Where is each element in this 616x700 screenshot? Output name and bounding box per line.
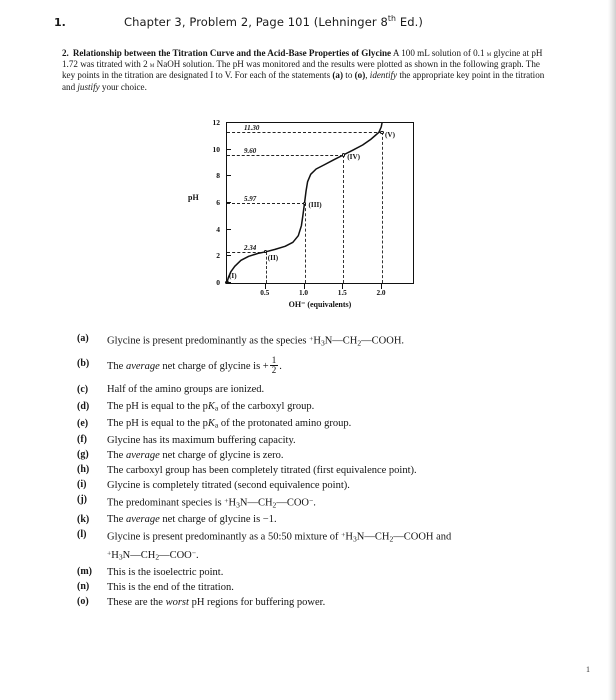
value-guideline-horizontal	[227, 132, 382, 133]
statement-text: Glycine has its maximum buffering capacity.	[107, 434, 296, 446]
problem-body-7: your choice.	[99, 81, 147, 92]
list-item	[76, 528, 576, 565]
key-point-marker	[303, 202, 306, 205]
problem-body-4: to	[343, 70, 355, 81]
y-tick-label: 6	[216, 198, 220, 207]
statement-letter: (a)	[77, 332, 89, 344]
problem-paragraph	[62, 48, 554, 93]
list-item	[76, 566, 576, 580]
statement-letter: (f)	[77, 434, 87, 446]
statement-letter: (h)	[77, 464, 90, 476]
problem-ref-a: (a)	[332, 70, 344, 81]
y-tick-mark	[226, 229, 231, 230]
statement-letter: (i)	[77, 479, 87, 491]
y-axis-label: pH	[188, 193, 199, 202]
statement-text: Half of the amino groups are ionized.	[107, 384, 265, 396]
list-item	[76, 383, 576, 397]
plot-area	[226, 122, 414, 284]
statement-text: The average net charge of glycine is zero.	[107, 449, 284, 461]
statement-letter: (g)	[77, 449, 89, 461]
list-item	[76, 494, 576, 512]
key-point-value-label: 5.97	[244, 195, 257, 204]
problem-italic-justify: justify	[77, 81, 100, 92]
list-item	[76, 464, 576, 478]
statement-text: The pH is equal to the $pK_a$ of the carboxyl group.	[107, 401, 315, 414]
problem-ref-o: (o)	[354, 70, 366, 81]
x-tick-label: 1.5	[337, 288, 347, 297]
page-header	[54, 14, 554, 29]
molar-unit-1: m	[486, 49, 492, 58]
y-tick-mark	[226, 122, 231, 123]
list-item	[76, 400, 576, 416]
value-guideline-vertical	[305, 203, 306, 283]
header-title-suffix: Ed.)	[396, 14, 423, 29]
x-axis-label: OH⁻ (equivalents)	[288, 300, 352, 309]
x-tick-mark	[304, 284, 305, 289]
value-guideline-horizontal	[227, 252, 266, 253]
statement-letter: (m)	[77, 566, 92, 578]
y-tick-mark	[226, 175, 231, 176]
statement-text: The pH is equal to the $pK_a$ of the protonated amino group.	[107, 418, 352, 430]
x-tick-mark	[265, 284, 266, 289]
y-tick-mark	[226, 202, 231, 203]
statement-text: These are the worst pH regions for buffering power.	[107, 596, 326, 608]
list-item	[76, 417, 576, 433]
y-tick-label: 8	[216, 171, 220, 181]
statement-text: This is the end of the titration.	[107, 581, 234, 593]
value-guideline-vertical	[343, 155, 344, 283]
problem-body-3: NaOH solution. The pH was monitored and the results were plotted as shown in the following graph. The key points in the titration are designated I to V. For each of the statements	[62, 59, 540, 81]
key-point-label: (I)	[229, 272, 237, 281]
key-point-value-label: 9.60	[244, 147, 257, 155]
statement-letter: (d)	[77, 400, 90, 412]
y-tick-label: 4	[216, 224, 220, 234]
titration-curve-figure	[188, 116, 438, 312]
problem-body-2: glycine at pH 1.72 was titrated with 2	[62, 48, 543, 70]
problem-italic-identify: identify	[369, 70, 398, 81]
x-tick-mark	[381, 284, 382, 289]
list-item	[76, 357, 576, 376]
molar-unit-2: m	[149, 60, 155, 70]
statement-text: The carboxyl group has been completely titrated (first equivalence point).	[107, 464, 417, 476]
y-tick-label: 12	[212, 118, 220, 127]
y-tick-mark	[226, 149, 231, 150]
x-tick-label: 0.5	[260, 288, 270, 297]
key-point-value-label: 11.30	[244, 124, 260, 133]
list-item	[76, 596, 576, 610]
y-tick-label: 10	[212, 144, 220, 154]
list-item	[76, 332, 576, 350]
x-tick-label: 2.0	[376, 288, 386, 297]
page-number: 1	[586, 665, 590, 674]
value-guideline-vertical	[266, 252, 267, 283]
problem-body-6: the appropriate key point in the titration and	[62, 70, 545, 92]
key-point-value-label: 2.34	[244, 243, 257, 252]
key-point-label: (II)	[267, 253, 279, 262]
problem-bold-title: Relationship between the Titration Curve and the Acid-Base Properties of Glycine	[72, 48, 392, 58]
key-point-label: (V)	[385, 131, 395, 140]
statement-text: The average net charge of glycine is −1.	[107, 514, 277, 526]
value-guideline-horizontal	[227, 155, 343, 156]
header-item-number: 1.	[54, 15, 66, 29]
key-point-marker	[342, 153, 345, 156]
header-title	[124, 15, 423, 29]
value-guideline-horizontal	[227, 203, 305, 204]
y-tick-label: 0	[216, 278, 220, 287]
statement-text: Glycine is completely titrated (second equivalence point).	[107, 479, 350, 491]
x-tick-label: 1.0	[298, 288, 309, 297]
header-title-ordinal: th	[387, 14, 397, 23]
list-item	[76, 513, 576, 527]
statement-letter: (j)	[77, 494, 87, 506]
page-edge-shadow	[608, 0, 616, 700]
header-title-prefix: Chapter 3, Problem 2, Page 101 (Lehninger 8	[124, 14, 388, 29]
statement-text: This is the isoelectric point.	[107, 566, 224, 578]
problem-body-1: A 100 mL solution of 0.1	[391, 48, 487, 58]
statement-letter: (b)	[77, 357, 90, 369]
statement-text: The predominant species is $^+H_3N—CH_2—COO^-$.	[107, 495, 316, 510]
plot-overlay	[227, 123, 413, 283]
statements-list	[76, 332, 576, 611]
statement-letter: (l)	[77, 528, 87, 540]
list-item	[76, 434, 576, 448]
x-tick-mark	[342, 284, 343, 289]
statement-letter: (c)	[77, 383, 89, 395]
y-tick-mark	[226, 282, 231, 283]
statement-text: Glycine is present predominantly as the species $^+H_3N—CH_2—COOH$.	[107, 334, 405, 348]
y-tick-mark	[226, 255, 231, 256]
statement-letter: (k)	[77, 513, 90, 525]
list-item	[76, 479, 576, 493]
statement-letter: (n)	[77, 581, 90, 593]
problem-number: 2.	[62, 48, 69, 58]
statement-letter: (o)	[77, 596, 89, 608]
statement-text: Glycine is present predominantly as a 50:50 mixture of $^+H_3N—CH_2—COOH$ and $^+H_3N—CH_2—COO^-$.	[107, 530, 452, 562]
list-item	[76, 581, 576, 595]
statement-letter: (e)	[77, 417, 89, 429]
list-item	[76, 449, 576, 463]
fraction-one-half: $\frac{1}{2}$	[271, 355, 277, 376]
problem-body-5: ,	[365, 70, 370, 81]
statement-text: The average net charge of glycine is + $\frac{1}{2}$ .	[107, 355, 282, 376]
y-tick-label: 2	[216, 251, 220, 261]
value-guideline-vertical	[382, 132, 383, 283]
key-point-label: (III)	[308, 201, 322, 210]
key-point-marker	[380, 131, 383, 134]
key-point-label: (IV)	[347, 153, 361, 161]
